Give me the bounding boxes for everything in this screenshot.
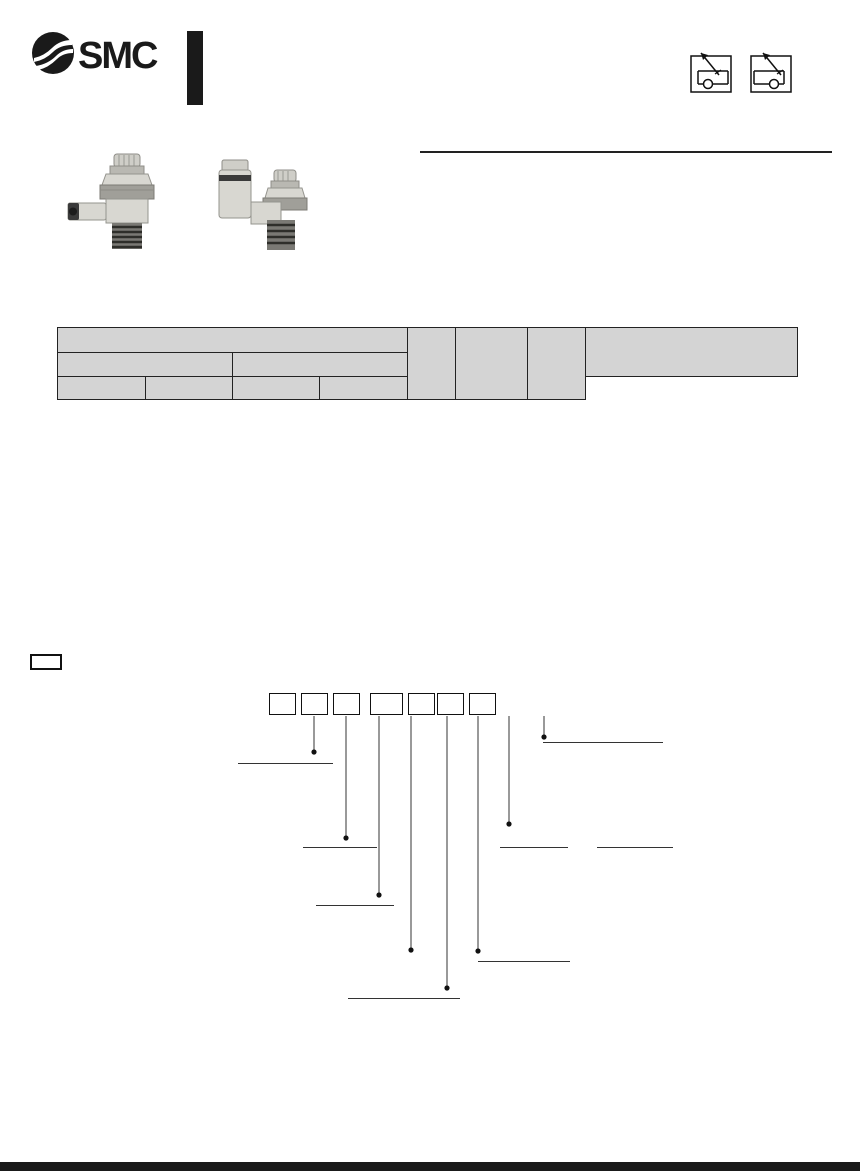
control-box <box>333 693 360 715</box>
model-designation-diagram <box>0 690 860 1090</box>
common-specs-table <box>420 151 832 153</box>
tube-od-box <box>437 693 464 715</box>
col-header-elbow <box>58 353 233 377</box>
product-photo-universal-type <box>208 158 316 275</box>
thread-type-box <box>370 693 403 715</box>
header-divider-bar <box>187 31 203 105</box>
body-size-box <box>269 693 296 715</box>
smc-logo <box>30 28 180 78</box>
col-header-port <box>408 328 456 400</box>
model-selection-table <box>57 327 798 400</box>
col-header-model <box>58 328 408 353</box>
col-header-flow <box>456 328 528 400</box>
designation-connector-lines <box>0 690 860 1090</box>
product-photo-elbow-type <box>58 152 188 275</box>
options-table <box>543 742 663 743</box>
type-box <box>301 693 328 715</box>
tube-od-inch-table <box>597 847 673 848</box>
tube-od-metric-table <box>500 847 568 848</box>
col-header-exhaust-2 <box>233 377 320 400</box>
exhaust-throttle-symbol-icon <box>688 44 734 98</box>
body-size-table <box>238 763 333 764</box>
model-number-breakdown <box>264 693 496 715</box>
designation-section-title <box>30 654 62 670</box>
col-header-tube-od <box>586 328 798 377</box>
col-header-intake-1 <box>146 377 233 400</box>
port-size-box <box>408 693 435 715</box>
type-table <box>303 847 377 848</box>
col-header-intake-2 <box>320 377 408 400</box>
col-header-exhaust-1 <box>58 377 146 400</box>
option-box <box>469 693 496 715</box>
col-header-universal <box>233 353 408 377</box>
thread-type-table <box>348 998 460 999</box>
bottom-border-bar <box>0 1162 860 1171</box>
col-header-area <box>528 328 586 400</box>
port-size-table <box>478 961 570 962</box>
svg-text:SMC: SMC <box>78 35 157 77</box>
control-table <box>316 905 394 906</box>
intake-throttle-symbol-icon <box>748 44 794 98</box>
